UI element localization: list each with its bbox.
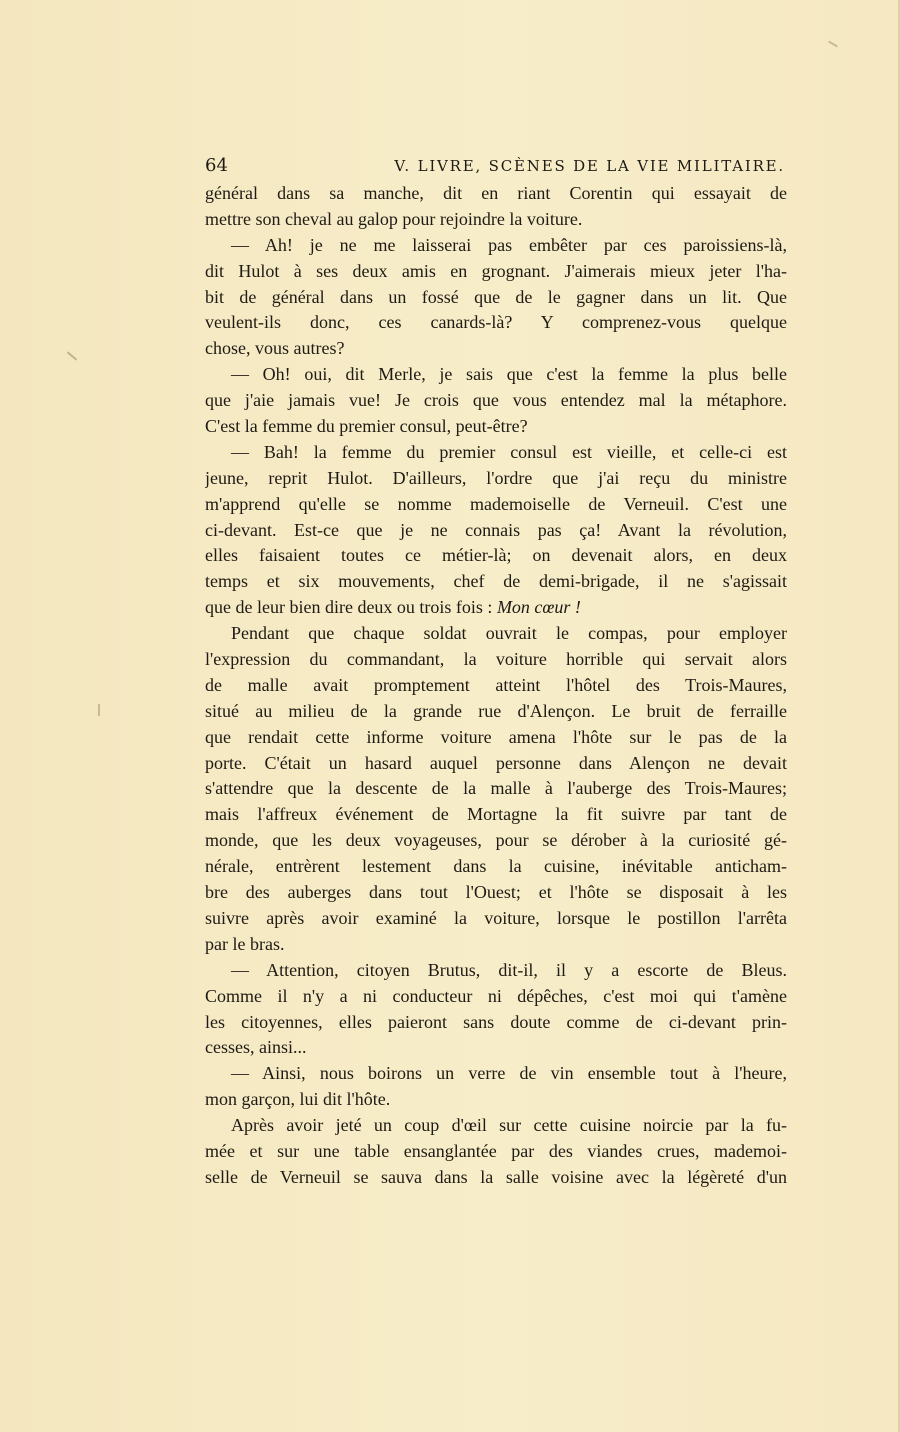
page-number: 64 xyxy=(205,155,228,176)
text-line: Après avoir jeté un coup d'œil sur cette cuisine noircie par la fu- xyxy=(231,1115,787,1136)
text-line: selle de Verneuil se sauva dans la salle voisine avec la légèreté d'un xyxy=(205,1166,787,1187)
text-line: monde, que les deux voyageuses, pour se dérober à la curiosité gé- xyxy=(205,830,787,851)
text-line: bre des auberges dans tout l'Ouest; et l'hôte se disposait à les xyxy=(205,882,787,903)
text-line: suivre après avoir examiné la voiture, lorsque le postillon l'arrêta xyxy=(205,907,787,928)
text-line xyxy=(205,595,787,621)
text-line: Comme il n'y a ni conducteur ni dépêches, c'est moi qui t'amène xyxy=(205,985,787,1006)
text-line: — Ainsi, nous boirons un verre de vin ensemble tout à l'heure, xyxy=(231,1063,787,1084)
text-line: — Attention, citoyen Brutus, dit-il, il y a escorte de Bleus. xyxy=(231,959,787,980)
text-line: s'attendre que la descente de la malle à l'auberge des Trois-Maures; xyxy=(205,778,787,799)
text-line: mettre son cheval au galop pour rejoindre la voiture. xyxy=(205,208,583,229)
running-header xyxy=(205,155,785,176)
text-line: C'est la femme du premier consul, peut-être? xyxy=(205,416,528,437)
text-line-segment: que de leur bien dire deux ou trois fois : xyxy=(205,597,497,618)
text-line: elles faisaient toutes ce métier-là; on devenait alors, en deux xyxy=(205,545,787,566)
text-line: ci-devant. Est-ce que je ne connais pas ça! Avant la révolution, xyxy=(205,519,787,540)
body-text xyxy=(205,181,787,1191)
text-line: les citoyennes, elles paieront sans doute comme de ci-devant prin- xyxy=(205,1011,787,1032)
text-line: mon garçon, lui dit l'hôte. xyxy=(205,1089,391,1110)
text-line: que rendait cette informe voiture amena l'hôte sur le pas de la xyxy=(205,726,787,747)
text-line: — Bah! la femme du premier consul est vieille, et celle-ci est xyxy=(231,441,787,462)
text-line: cesses, ainsi... xyxy=(205,1037,307,1058)
paper-speck xyxy=(828,41,838,48)
text-line: par le bras. xyxy=(205,933,285,954)
text-line: situé au milieu de la grande rue d'Alençon. Le bruit de ferraille xyxy=(205,700,787,721)
text-line: bit de général dans un fossé que de le gagner dans un lit. Que xyxy=(205,286,787,307)
paper-speck xyxy=(98,704,100,716)
text-line: porte. C'était un hasard auquel personne dans Alençon ne devait xyxy=(205,752,787,773)
text-line: temps et six mouvements, chef de demi-brigade, il ne s'agissait xyxy=(205,571,787,592)
text-line: l'expression du commandant, la voiture horrible qui servait alors xyxy=(205,649,787,670)
text-line: — Ah! je ne me laisserai pas embêter par ces paroissiens-là, xyxy=(231,234,787,255)
text-line: jeune, reprit Hulot. D'ailleurs, l'ordre que j'ai reçu du ministre xyxy=(205,467,787,488)
text-line: veulent-ils donc, ces canards-là? Y comprenez-vous quelque xyxy=(205,312,787,333)
running-title: V. LIVRE, SCÈNES DE LA VIE MILITAIRE. xyxy=(394,157,785,175)
text-line: que j'aie jamais vue! Je crois que vous entendez mal la métaphore. xyxy=(205,390,787,411)
italic-phrase: Mon cœur ! xyxy=(496,597,581,618)
margin-mark xyxy=(67,351,77,360)
text-line: m'apprend qu'elle se nomme mademoiselle de Verneuil. C'est une xyxy=(205,493,787,514)
text-line: mée et sur une table ensanglantée par des viandes crues, mademoi- xyxy=(205,1140,787,1161)
text-line: de malle avait promptement atteint l'hôtel des Trois-Maures, xyxy=(205,674,787,695)
text-line: Pendant que chaque soldat ouvrait le compas, pour employer xyxy=(231,623,787,644)
text-line: — Oh! oui, dit Merle, je sais que c'est la femme la plus belle xyxy=(231,364,787,385)
text-line: dit Hulot à ses deux amis en grognant. J'aimerais mieux jeter l'ha- xyxy=(205,260,787,281)
text-line: nérale, entrèrent lestement dans la cuisine, inévitable anticham- xyxy=(205,856,787,877)
text-line: chose, vous autres? xyxy=(205,338,345,359)
text-line: général dans sa manche, dit en riant Corentin qui essayait de xyxy=(205,183,787,203)
text-line: mais l'affreux événement de Mortagne la fit suivre par tant de xyxy=(205,804,787,825)
